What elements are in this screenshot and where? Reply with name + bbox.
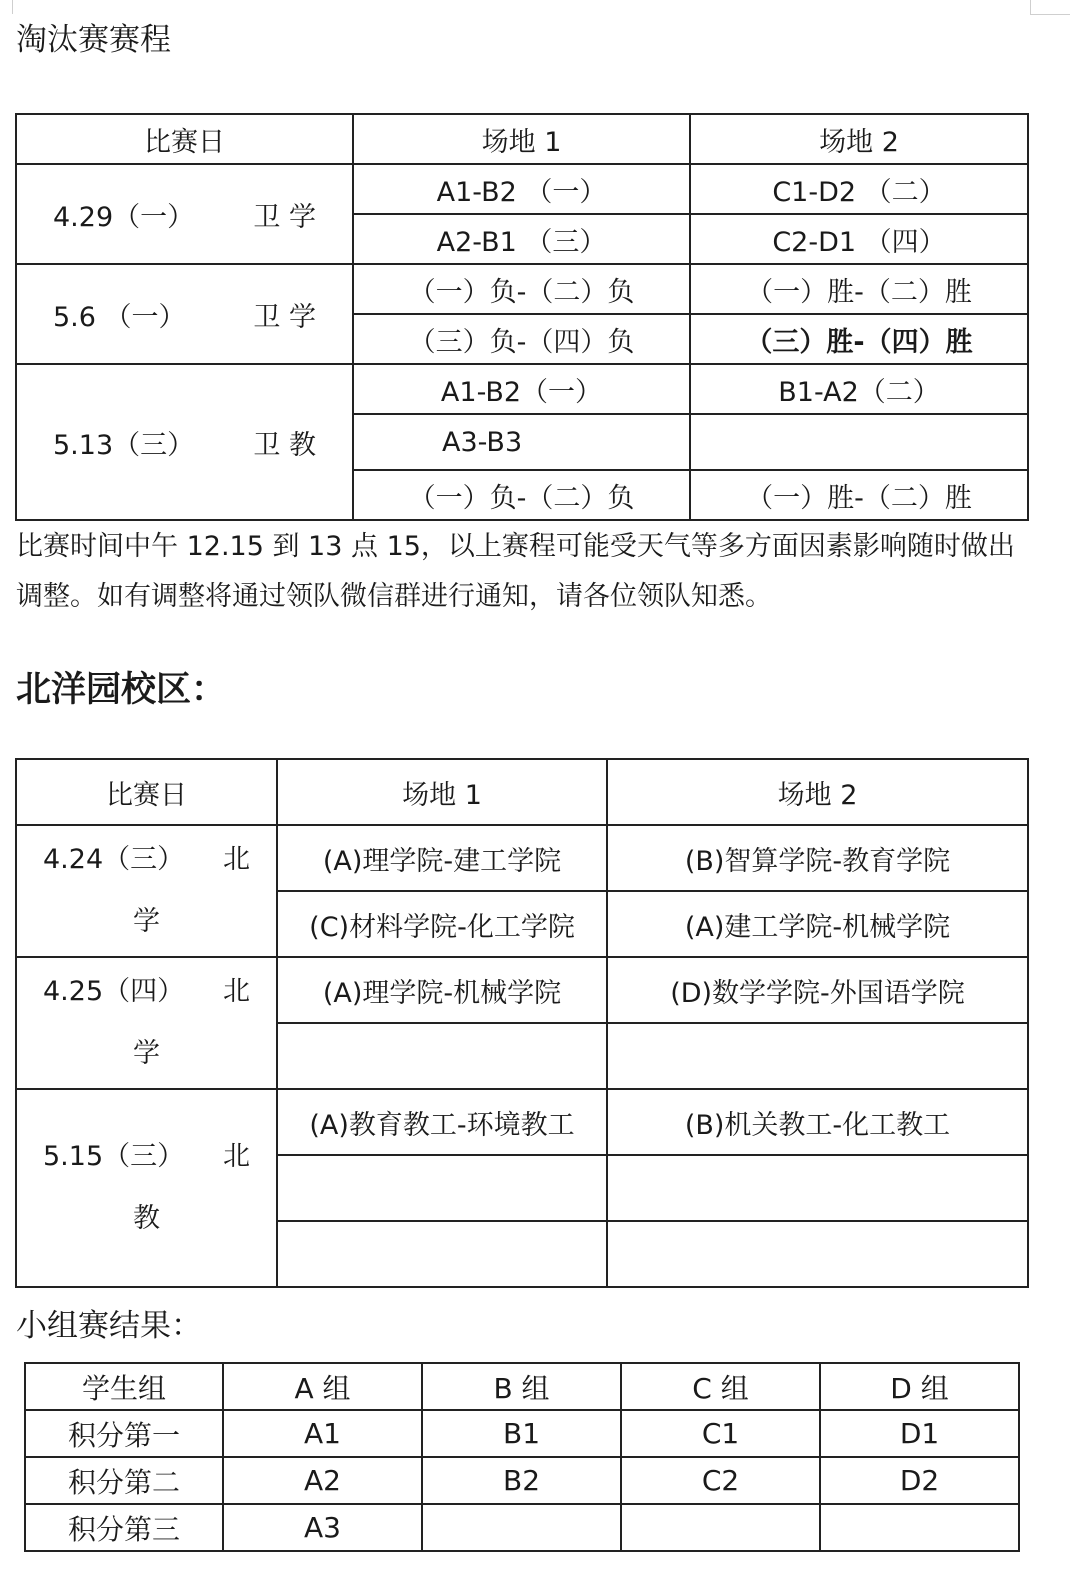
group-cell bbox=[422, 1504, 621, 1551]
group-cell: B1 bbox=[422, 1410, 621, 1457]
group-cell bbox=[820, 1504, 1019, 1551]
venue-1-match: （三）负-（四）负 bbox=[353, 314, 690, 364]
table-row bbox=[16, 364, 1028, 414]
beiyang-schedule-table bbox=[15, 758, 1029, 1288]
match-site-line2: 教 bbox=[133, 1203, 160, 1234]
rank-label: 积分第一 bbox=[25, 1410, 223, 1457]
group-cell: D1 bbox=[820, 1410, 1019, 1457]
table-row bbox=[16, 825, 1028, 891]
rank-label: 积分第三 bbox=[25, 1504, 223, 1551]
venue-2-match: （一）胜-（二）胜 bbox=[690, 470, 1028, 520]
match-site: 卫 教 bbox=[253, 429, 316, 461]
group-cell: C2 bbox=[621, 1457, 820, 1504]
table-header-row bbox=[16, 114, 1028, 164]
venue-1-match: A3-B3 bbox=[353, 414, 690, 470]
table-row bbox=[25, 1410, 1019, 1457]
venue-2-match: （一）胜-（二）胜 bbox=[690, 264, 1028, 314]
match-date: 5.13（三） bbox=[53, 429, 195, 461]
match-date: 4.29（一） bbox=[53, 201, 195, 233]
header-group-c: C 组 bbox=[621, 1363, 820, 1410]
venue-1-match: A1-B2（一） bbox=[353, 364, 690, 414]
venue-2-match: (B)智算学院-教育学院 bbox=[607, 825, 1028, 891]
table-row bbox=[16, 164, 1028, 214]
match-site: 北 bbox=[223, 1141, 250, 1172]
page-title: 淘汰赛赛程 bbox=[16, 22, 171, 58]
venue-2-match: (B)机关教工-化工教工 bbox=[607, 1089, 1028, 1155]
match-site: 卫 学 bbox=[253, 201, 316, 233]
page-edge-mark-left bbox=[12, 0, 13, 14]
rank-label: 积分第二 bbox=[25, 1457, 223, 1504]
match-site-line2: 学 bbox=[133, 1038, 160, 1069]
header-group-a: A 组 bbox=[223, 1363, 422, 1410]
match-date: 5.6 （一） bbox=[53, 301, 186, 333]
match-site: 北 bbox=[223, 844, 250, 875]
match-day-cell bbox=[16, 364, 353, 520]
header-venue-1: 场地 1 bbox=[353, 114, 690, 164]
match-site: 北 bbox=[223, 976, 250, 1007]
header-venue-2: 场地 2 bbox=[690, 114, 1028, 164]
campus-title: 北洋园校区： bbox=[16, 670, 227, 710]
venue-1-match: (A)理学院-机械学院 bbox=[277, 957, 607, 1023]
venue-1-match: (A)教育教工-环境教工 bbox=[277, 1089, 607, 1155]
match-day-cell bbox=[16, 1089, 277, 1287]
header-group-b: B 组 bbox=[422, 1363, 621, 1410]
match-date: 4.25（四） bbox=[43, 976, 185, 1007]
table-row bbox=[16, 264, 1028, 314]
group-cell bbox=[621, 1504, 820, 1551]
group-cell: D2 bbox=[820, 1457, 1019, 1504]
header-match-day: 比赛日 bbox=[16, 114, 353, 164]
table-row bbox=[25, 1457, 1019, 1504]
venue-1-match bbox=[277, 1023, 607, 1089]
venue-2-match: (D)数学学院-外国语学院 bbox=[607, 957, 1028, 1023]
venue-2-match bbox=[607, 1155, 1028, 1221]
table-header-row bbox=[16, 759, 1028, 825]
venue-2-match: C2-D1 （四） bbox=[690, 214, 1028, 264]
match-site-line2: 学 bbox=[133, 906, 160, 937]
group-cell: C1 bbox=[621, 1410, 820, 1457]
results-title: 小组赛结果： bbox=[16, 1308, 202, 1344]
match-day-cell bbox=[16, 164, 353, 264]
match-date: 5.15（三） bbox=[43, 1141, 185, 1172]
venue-2-match: C1-D2 （二） bbox=[690, 164, 1028, 214]
group-cell: B2 bbox=[422, 1457, 621, 1504]
group-results-table bbox=[24, 1362, 1020, 1552]
group-cell: A3 bbox=[223, 1504, 422, 1551]
table-row bbox=[16, 957, 1028, 1023]
venue-2-match: B1-A2（二） bbox=[690, 364, 1028, 414]
header-venue-2: 场地 2 bbox=[607, 759, 1028, 825]
table-row bbox=[16, 1089, 1028, 1155]
header-student-group: 学生组 bbox=[25, 1363, 223, 1410]
venue-2-match bbox=[607, 1221, 1028, 1287]
venue-1-match: A2-B1 （三） bbox=[353, 214, 690, 264]
venue-1-match: （一）负-（二）负 bbox=[353, 470, 690, 520]
group-cell: A1 bbox=[223, 1410, 422, 1457]
match-date: 4.24（三） bbox=[43, 844, 185, 875]
match-day-cell bbox=[16, 957, 277, 1089]
header-match-day: 比赛日 bbox=[16, 759, 277, 825]
venue-1-match: A1-B2 （一） bbox=[353, 164, 690, 214]
group-cell: A2 bbox=[223, 1457, 422, 1504]
venue-2-match: (A)建工学院-机械学院 bbox=[607, 891, 1028, 957]
page-edge-mark-right bbox=[1030, 0, 1031, 14]
table-header-row bbox=[25, 1363, 1019, 1410]
venue-1-match: （一）负-（二）负 bbox=[353, 264, 690, 314]
header-venue-1: 场地 1 bbox=[277, 759, 607, 825]
page-edge-line bbox=[1030, 14, 1070, 15]
match-day-cell bbox=[16, 264, 353, 364]
header-group-d: D 组 bbox=[820, 1363, 1019, 1410]
table-row bbox=[25, 1504, 1019, 1551]
knockout-schedule-table bbox=[15, 113, 1029, 521]
venue-1-match: (A)理学院-建工学院 bbox=[277, 825, 607, 891]
match-site: 卫 学 bbox=[253, 301, 316, 333]
venue-2-match: （三）胜-（四）胜 bbox=[690, 314, 1028, 364]
venue-1-match: (C)材料学院-化工学院 bbox=[277, 891, 607, 957]
schedule-note: 比赛时间中午 12.15 到 13 点 15，以上赛程可能受天气等多方面因素影响随时做出调整。如有调整将通过领队微信群进行通知，请各位领队知悉。 bbox=[16, 531, 1015, 612]
match-day-cell bbox=[16, 825, 277, 957]
venue-1-match bbox=[277, 1155, 607, 1221]
venue-2-match bbox=[690, 414, 1028, 470]
venue-2-match bbox=[607, 1023, 1028, 1089]
venue-1-match bbox=[277, 1221, 607, 1287]
